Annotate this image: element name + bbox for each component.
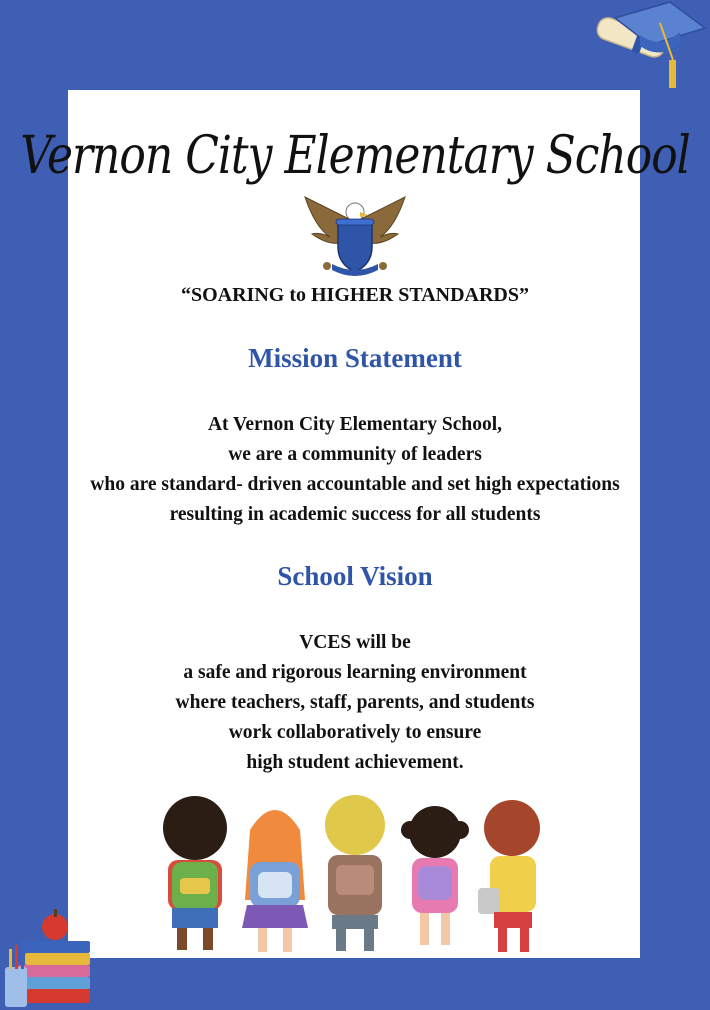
mission-statement	[0, 410, 710, 530]
mission-line: resulting in academic success for all students	[169, 504, 541, 525]
mission-heading: Mission Statement	[248, 343, 462, 373]
vision-heading: School Vision	[277, 561, 433, 591]
graduation-cap-icon	[585, 0, 710, 100]
mission-line: who are standard- driven accountable and set high expectations	[90, 474, 620, 495]
vision-line: work collaboratively to ensure	[228, 722, 482, 743]
eagle-crest-logo	[300, 192, 410, 280]
vision-line: where teachers, staff, parents, and students	[175, 692, 535, 713]
vision-line: a safe and rigorous learning environment	[183, 662, 527, 683]
mission-line: At Vernon City Elementary School,	[207, 414, 503, 435]
books-apple-icon	[0, 905, 95, 1010]
school-name-title: Vernon City Elementary School	[20, 124, 690, 187]
vision-line: high student achievement.	[246, 752, 464, 773]
school-motto: “SOARING to HIGHER STANDARDS”	[180, 284, 529, 306]
children-illustration	[150, 790, 560, 960]
mission-line: we are a community of leaders	[228, 444, 482, 465]
vision-statement	[0, 628, 710, 778]
vision-line: VCES will be	[299, 632, 411, 653]
